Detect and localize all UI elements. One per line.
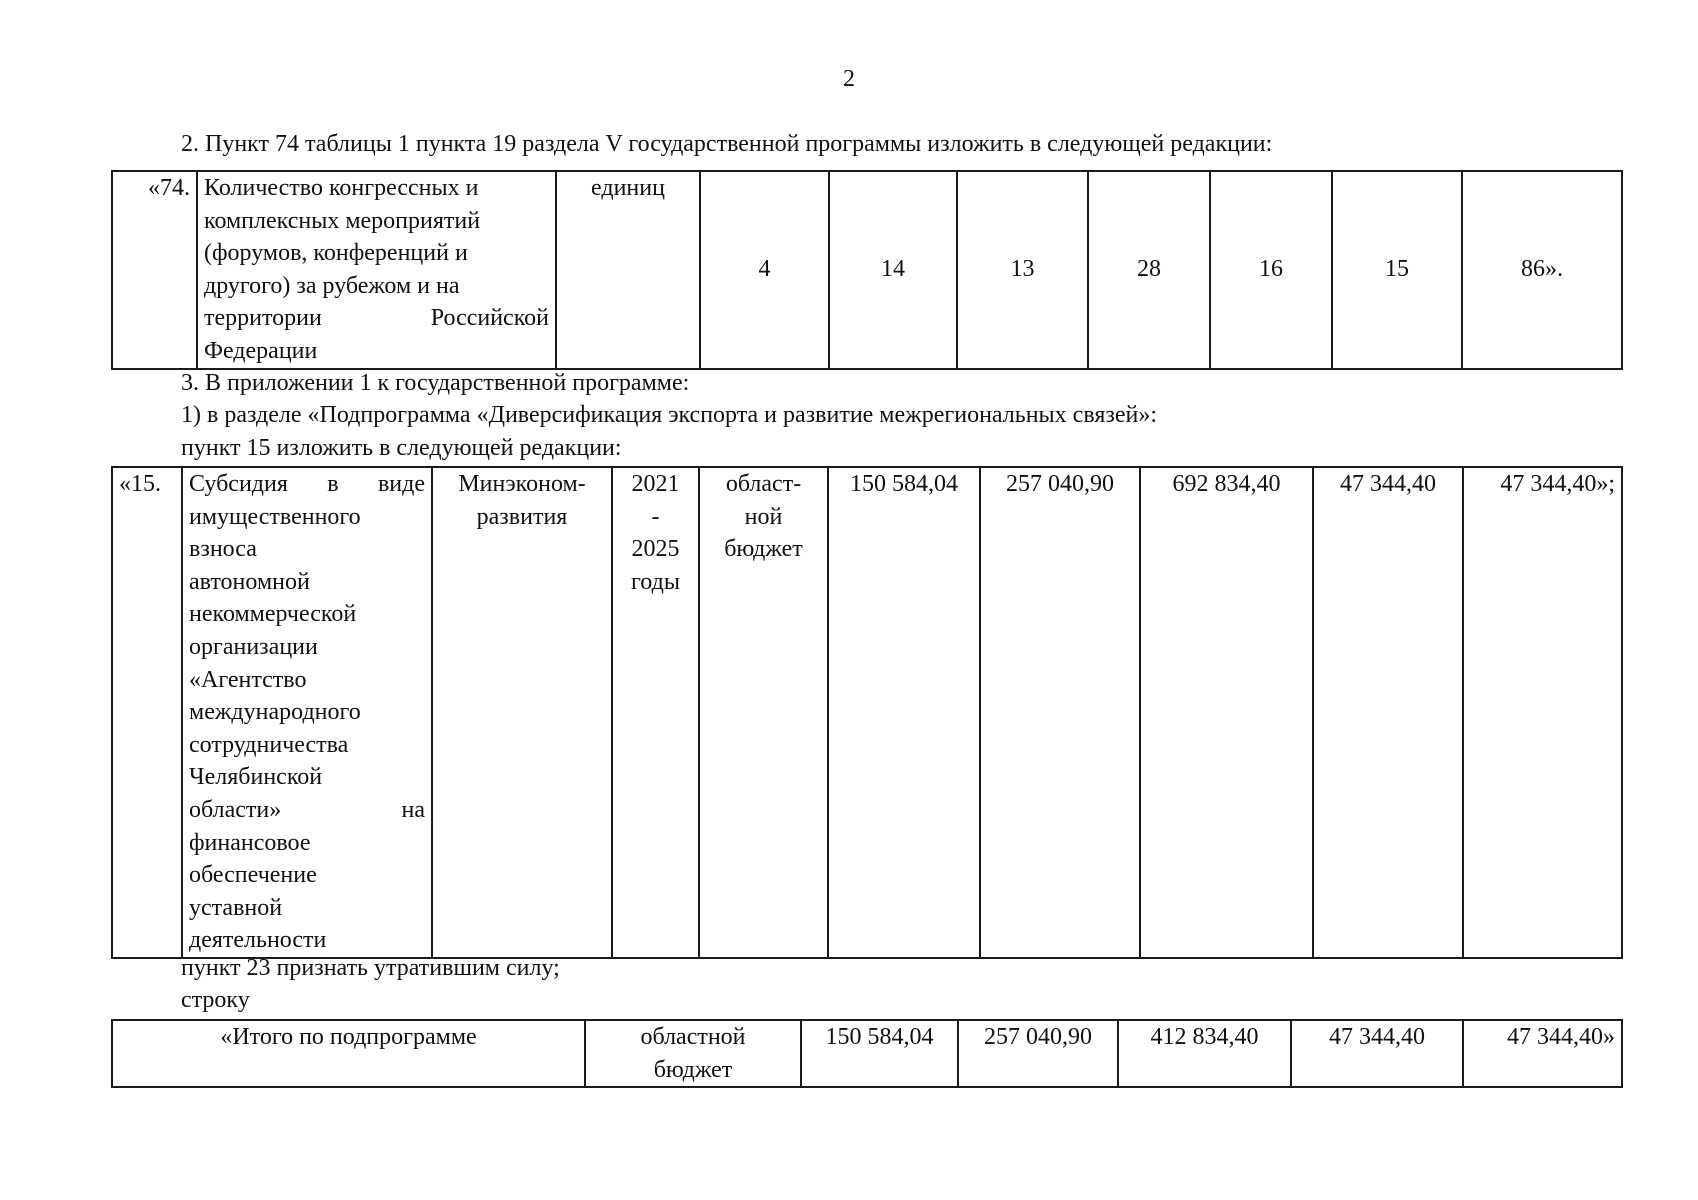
indicator-name-line: Количество конгрессных и <box>204 175 479 201</box>
indicator-name-line: комплексных мероприятий <box>204 207 481 234</box>
value-cell: 4 <box>700 171 829 369</box>
executor-cell: Минэконом- развития <box>432 467 612 958</box>
indicator-name-line: (форумов, конференций и <box>204 240 468 267</box>
value-cell: 16 <box>1210 171 1332 369</box>
value-cell: 15 <box>1332 171 1462 369</box>
value-cell: 86». <box>1462 171 1622 369</box>
item-3-text: 3. В приложении 1 к государственной программе: <box>181 370 690 396</box>
amount-cell: 257 040,90 <box>958 1020 1118 1087</box>
indicator-name <box>197 171 556 369</box>
measure-name-word: области» <box>189 796 282 823</box>
row-number: «15. <box>112 467 182 958</box>
point-23-text: пункт 23 признать утратившим силу; <box>181 955 560 981</box>
row-intro: строку <box>181 987 250 1013</box>
measure-name <box>182 467 432 958</box>
measure-name-word: в <box>327 471 339 497</box>
measure-name-line <box>189 794 425 827</box>
amount-cell: 47 344,40» <box>1463 1020 1622 1087</box>
amount-cell: 47 344,40 <box>1313 467 1463 958</box>
measure-name-line <box>189 468 425 501</box>
indicator-name-line: Федерации <box>204 337 318 364</box>
amount-cell: 47 344,40»; <box>1463 467 1622 958</box>
table-point-15 <box>111 466 1623 959</box>
value-cell: 14 <box>829 171 957 369</box>
measure-name-lines: финансовое обеспечение уставной деятельности <box>189 829 327 954</box>
table-row <box>112 467 1622 958</box>
measure-name-word: на <box>401 796 425 823</box>
unit-cell: единиц <box>556 171 700 369</box>
point-15-intro: пункт 15 изложить в следующей редакции: <box>181 435 622 461</box>
amount-cell: 150 584,04 <box>801 1020 958 1087</box>
item-2-text: 2. Пункт 74 таблицы 1 пункта 19 раздела V государственной программы изложить в следующей редакции: <box>181 131 1273 157</box>
page-number: 2 <box>843 66 855 92</box>
indicator-name-line: другого) за рубежом и на <box>204 272 460 299</box>
funding-source-cell: област- ной бюджет <box>699 467 828 958</box>
value-cell: 28 <box>1088 171 1210 369</box>
measure-name-word: Субсидия <box>189 471 288 497</box>
table-subprogram-total <box>111 1019 1623 1088</box>
table-point-74 <box>111 170 1623 370</box>
amount-cell: 47 344,40 <box>1291 1020 1463 1087</box>
row-number: «74. <box>112 171 197 369</box>
indicator-name-word: территории <box>204 305 322 332</box>
funding-source-cell: областной бюджет <box>585 1020 801 1087</box>
item-3-1-text: 1) в разделе «Подпрограмма «Диверсификация экспорта и развитие межрегиональных связей»: <box>181 402 1158 428</box>
period-cell: 2021 - 2025 годы <box>612 467 699 958</box>
amount-cell: 150 584,04 <box>828 467 980 958</box>
indicator-name-word: Российской <box>430 305 549 332</box>
measure-name-lines: имущественного взноса автономной некоммерческой организации «Агентство международного сотрудничества Челябинской <box>189 503 361 791</box>
measure-name-word: виде <box>377 471 425 497</box>
table-row <box>112 171 1622 369</box>
amount-cell: 692 834,40 <box>1140 467 1313 958</box>
value-cell: 13 <box>957 171 1088 369</box>
total-label: «Итого по подпрограмме <box>112 1020 585 1087</box>
table-row <box>112 1020 1622 1087</box>
amount-cell: 412 834,40 <box>1118 1020 1291 1087</box>
indicator-name-line <box>204 302 549 335</box>
amount-cell: 257 040,90 <box>980 467 1140 958</box>
